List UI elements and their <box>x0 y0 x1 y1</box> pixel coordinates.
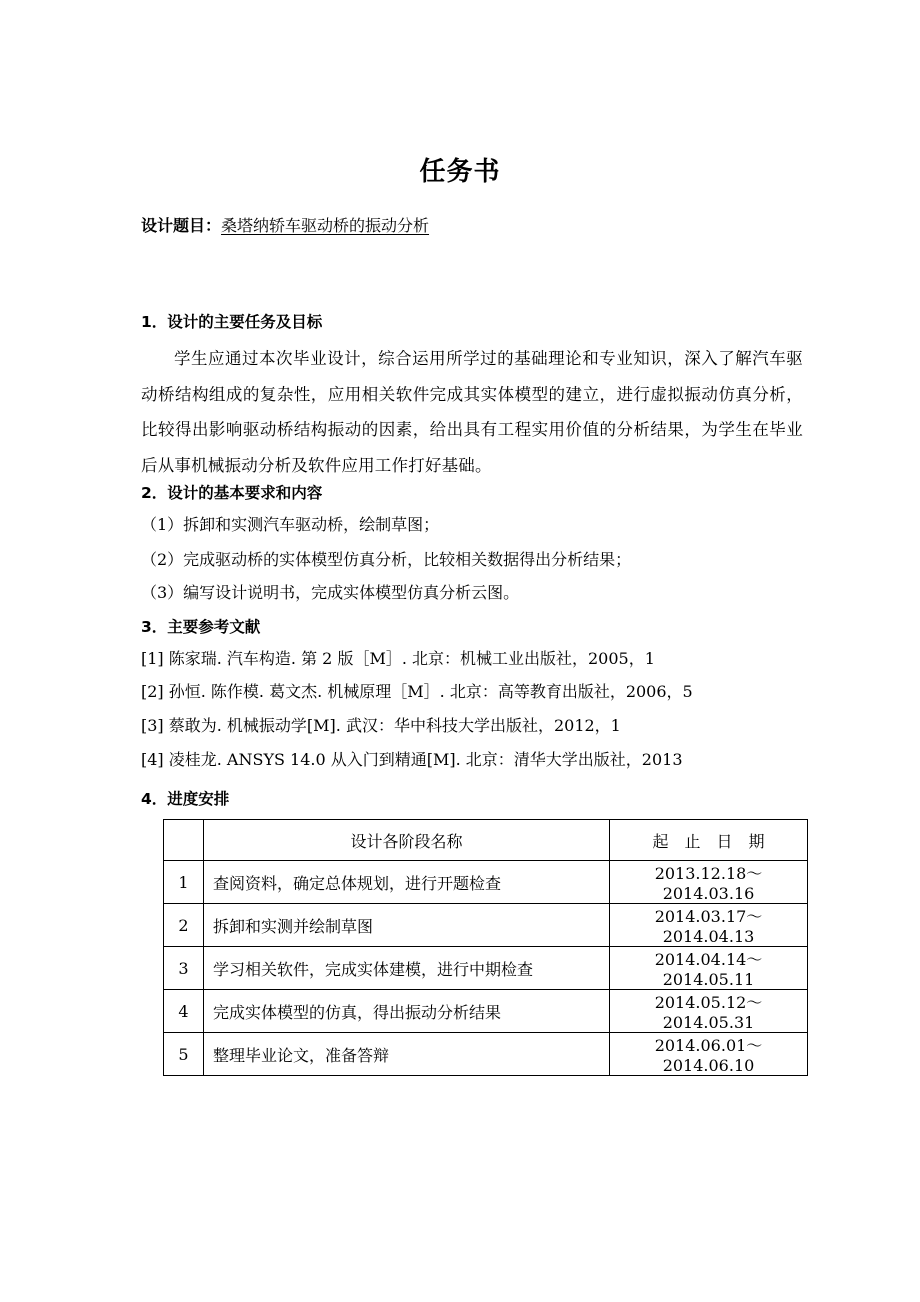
section-2-heading: 2．设计的基本要求和内容 <box>141 484 323 502</box>
section-1-heading: 1．设计的主要任务及目标 <box>141 313 323 331</box>
row-index: 2 <box>164 904 204 947</box>
table-row <box>164 1033 808 1076</box>
row-date-range: 2014.05.12～2014.05.31 <box>610 990 808 1033</box>
table-row <box>164 861 808 904</box>
row-stage-name: 完成实体模型的仿真，得出振动分析结果 <box>204 990 610 1033</box>
subject-value: 桑塔纳轿车驱动桥的振动分析 <box>221 216 430 235</box>
table-row <box>164 947 808 990</box>
document-title: 任务书 <box>419 157 501 187</box>
row-stage-name: 学习相关软件，完成实体建模，进行中期检查 <box>204 947 610 990</box>
row-index: 5 <box>164 1033 204 1076</box>
section-1-paragraph: 学生应通过本次毕业设计，综合运用所学过的基础理论和专业知识，深入了解汽车驱动桥结构组成的复杂性，应用相关软件完成其实体模型的建立，进行虚拟振动仿真分析，比较得出影响驱动桥结构振动的因素，给出具有工程实用价值的分析结果，为学生在毕业后从事机械振动分析及软件应用工作打好基础。 <box>141 349 803 475</box>
row-index: 3 <box>164 947 204 990</box>
subject-label: 设计题目： <box>141 216 222 235</box>
row-date-range: 2013.12.18～2014.03.16 <box>610 861 808 904</box>
reference-item-2: [2] 孙恒. 陈作模. 葛文杰. 机械原理［M］. 北京：高等教育出版社，2006，5 <box>141 682 693 701</box>
row-index: 4 <box>164 990 204 1033</box>
row-stage-name: 拆卸和实测并绘制草图 <box>204 904 610 947</box>
row-stage-name: 整理毕业论文，准备答辩 <box>204 1033 610 1076</box>
reference-item-1: [1] 陈家瑞. 汽车构造. 第 2 版［M］. 北京：机械工业出版社，2005，1 <box>141 649 655 668</box>
reference-item-3: [3] 蔡敢为. 机械振动学[M]. 武汉：华中科技大学出版社，2012，1 <box>141 716 621 735</box>
header-date-range: 起 止 日 期 <box>610 820 808 861</box>
requirement-item-3: （3）编写设计说明书，完成实体模型仿真分析云图。 <box>141 583 520 602</box>
table-header-row <box>164 820 808 861</box>
requirement-item-2: （2）完成驱动桥的实体模型仿真分析，比较相关数据得出分析结果； <box>141 550 632 569</box>
section-4-heading: 4．进度安排 <box>141 790 230 808</box>
row-date-range: 2014.04.14～2014.05.11 <box>610 947 808 990</box>
reference-item-4: [4] 凌桂龙. ANSYS 14.0 从入门到精通[M]. 北京：清华大学出版社，2013 <box>141 750 683 769</box>
row-stage-name: 查阅资料，确定总体规划，进行开题检查 <box>204 861 610 904</box>
design-subject <box>141 212 429 240</box>
table-row <box>164 904 808 947</box>
row-date-range: 2014.03.17～2014.04.13 <box>610 904 808 947</box>
section-3-heading: 3．主要参考文献 <box>141 618 261 636</box>
requirement-item-1: （1）拆卸和实测汽车驱动桥，绘制草图； <box>141 515 440 534</box>
header-index <box>164 820 204 861</box>
row-index: 1 <box>164 861 204 904</box>
schedule-table <box>163 819 808 1076</box>
row-date-range: 2014.06.01～2014.06.10 <box>610 1033 808 1076</box>
header-stage-name: 设计各阶段名称 <box>204 820 610 861</box>
table-row <box>164 990 808 1033</box>
